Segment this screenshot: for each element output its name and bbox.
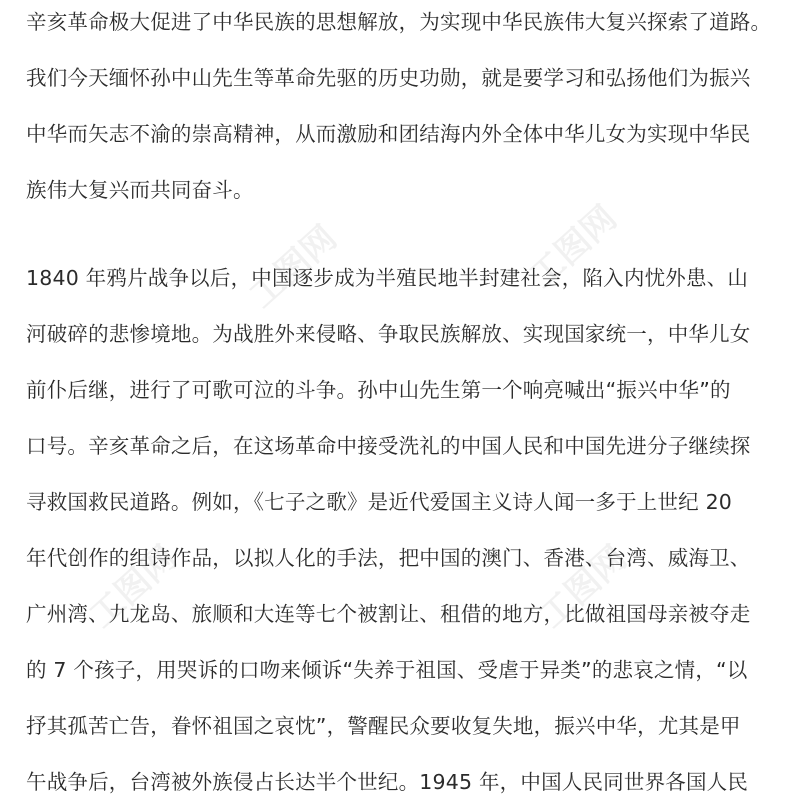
paragraph-2-line-1: 1840 年鸦片战争以后，中国逐步成为半殖民地半封建社会，陷入内忧外患、山 <box>26 266 749 290</box>
paragraph-1-line-4: 族伟大复兴而共同奋斗。 <box>26 178 254 202</box>
watermark-logo: 工图网 <box>242 218 344 316</box>
paragraph-1-line-3: 中华而矢志不渝的崇高精神，从而激励和团结海内外全体中华儿女为实现中华民 <box>26 122 751 146</box>
watermark-logo: 工图网 <box>532 538 634 636</box>
paragraph-2-line-6: 年代创作的组诗作品，以拟人化的手法，把中国的澳门、香港、台湾、威海卫、 <box>26 546 751 570</box>
paragraph-2-line-8: 的 7 个孩子，用哭诉的口吻来倾诉“失养于祖国、受虐于异类”的悲哀之情，“以 <box>26 658 748 682</box>
watermark-logo: 工图网 <box>522 198 624 296</box>
paragraph-2-line-4: 口号。辛亥革命之后，在这场革命中接受洗礼的中国人民和中国先进分子继续探 <box>26 434 751 458</box>
watermark-logo: 工图网 <box>82 538 184 636</box>
paragraph-2-line-9: 抒其孤苦亡告，眷怀祖国之哀忱”，警醒民众要收复失地，振兴中华，尤其是甲 <box>26 714 741 738</box>
paragraph-2-line-7: 广州湾、九龙岛、旅顺和大连等七个被割让、租借的地方，比做祖国母亲被夺走 <box>26 602 751 626</box>
paragraph-2-line-2: 河破碎的悲惨境地。为战胜外来侵略、争取民族解放、实现国家统一，中华儿女 <box>26 322 751 346</box>
paragraph-1-line-1: 辛亥革命极大促进了中华民族的思想解放，为实现中华民族伟大复兴探索了道路。 <box>26 10 772 34</box>
paragraph-2-line-5: 寻救国救民道路。例如，《七子之歌》是近代爱国主义诗人闻一多于上世纪 20 <box>26 490 733 514</box>
paragraph-2-line-10: 午战争后，台湾被外族侵占长达半个世纪。1945 年，中国人民同世界各国人民 <box>26 770 749 794</box>
paragraph-2-line-3: 前仆后继，进行了可歌可泣的斗争。孙中山先生第一个响亮喊出“振兴中华”的 <box>26 378 731 402</box>
paragraph-1-line-2: 我们今天缅怀孙中山先生等革命先驱的历史功勋，就是要学习和弘扬他们为振兴 <box>26 66 751 90</box>
